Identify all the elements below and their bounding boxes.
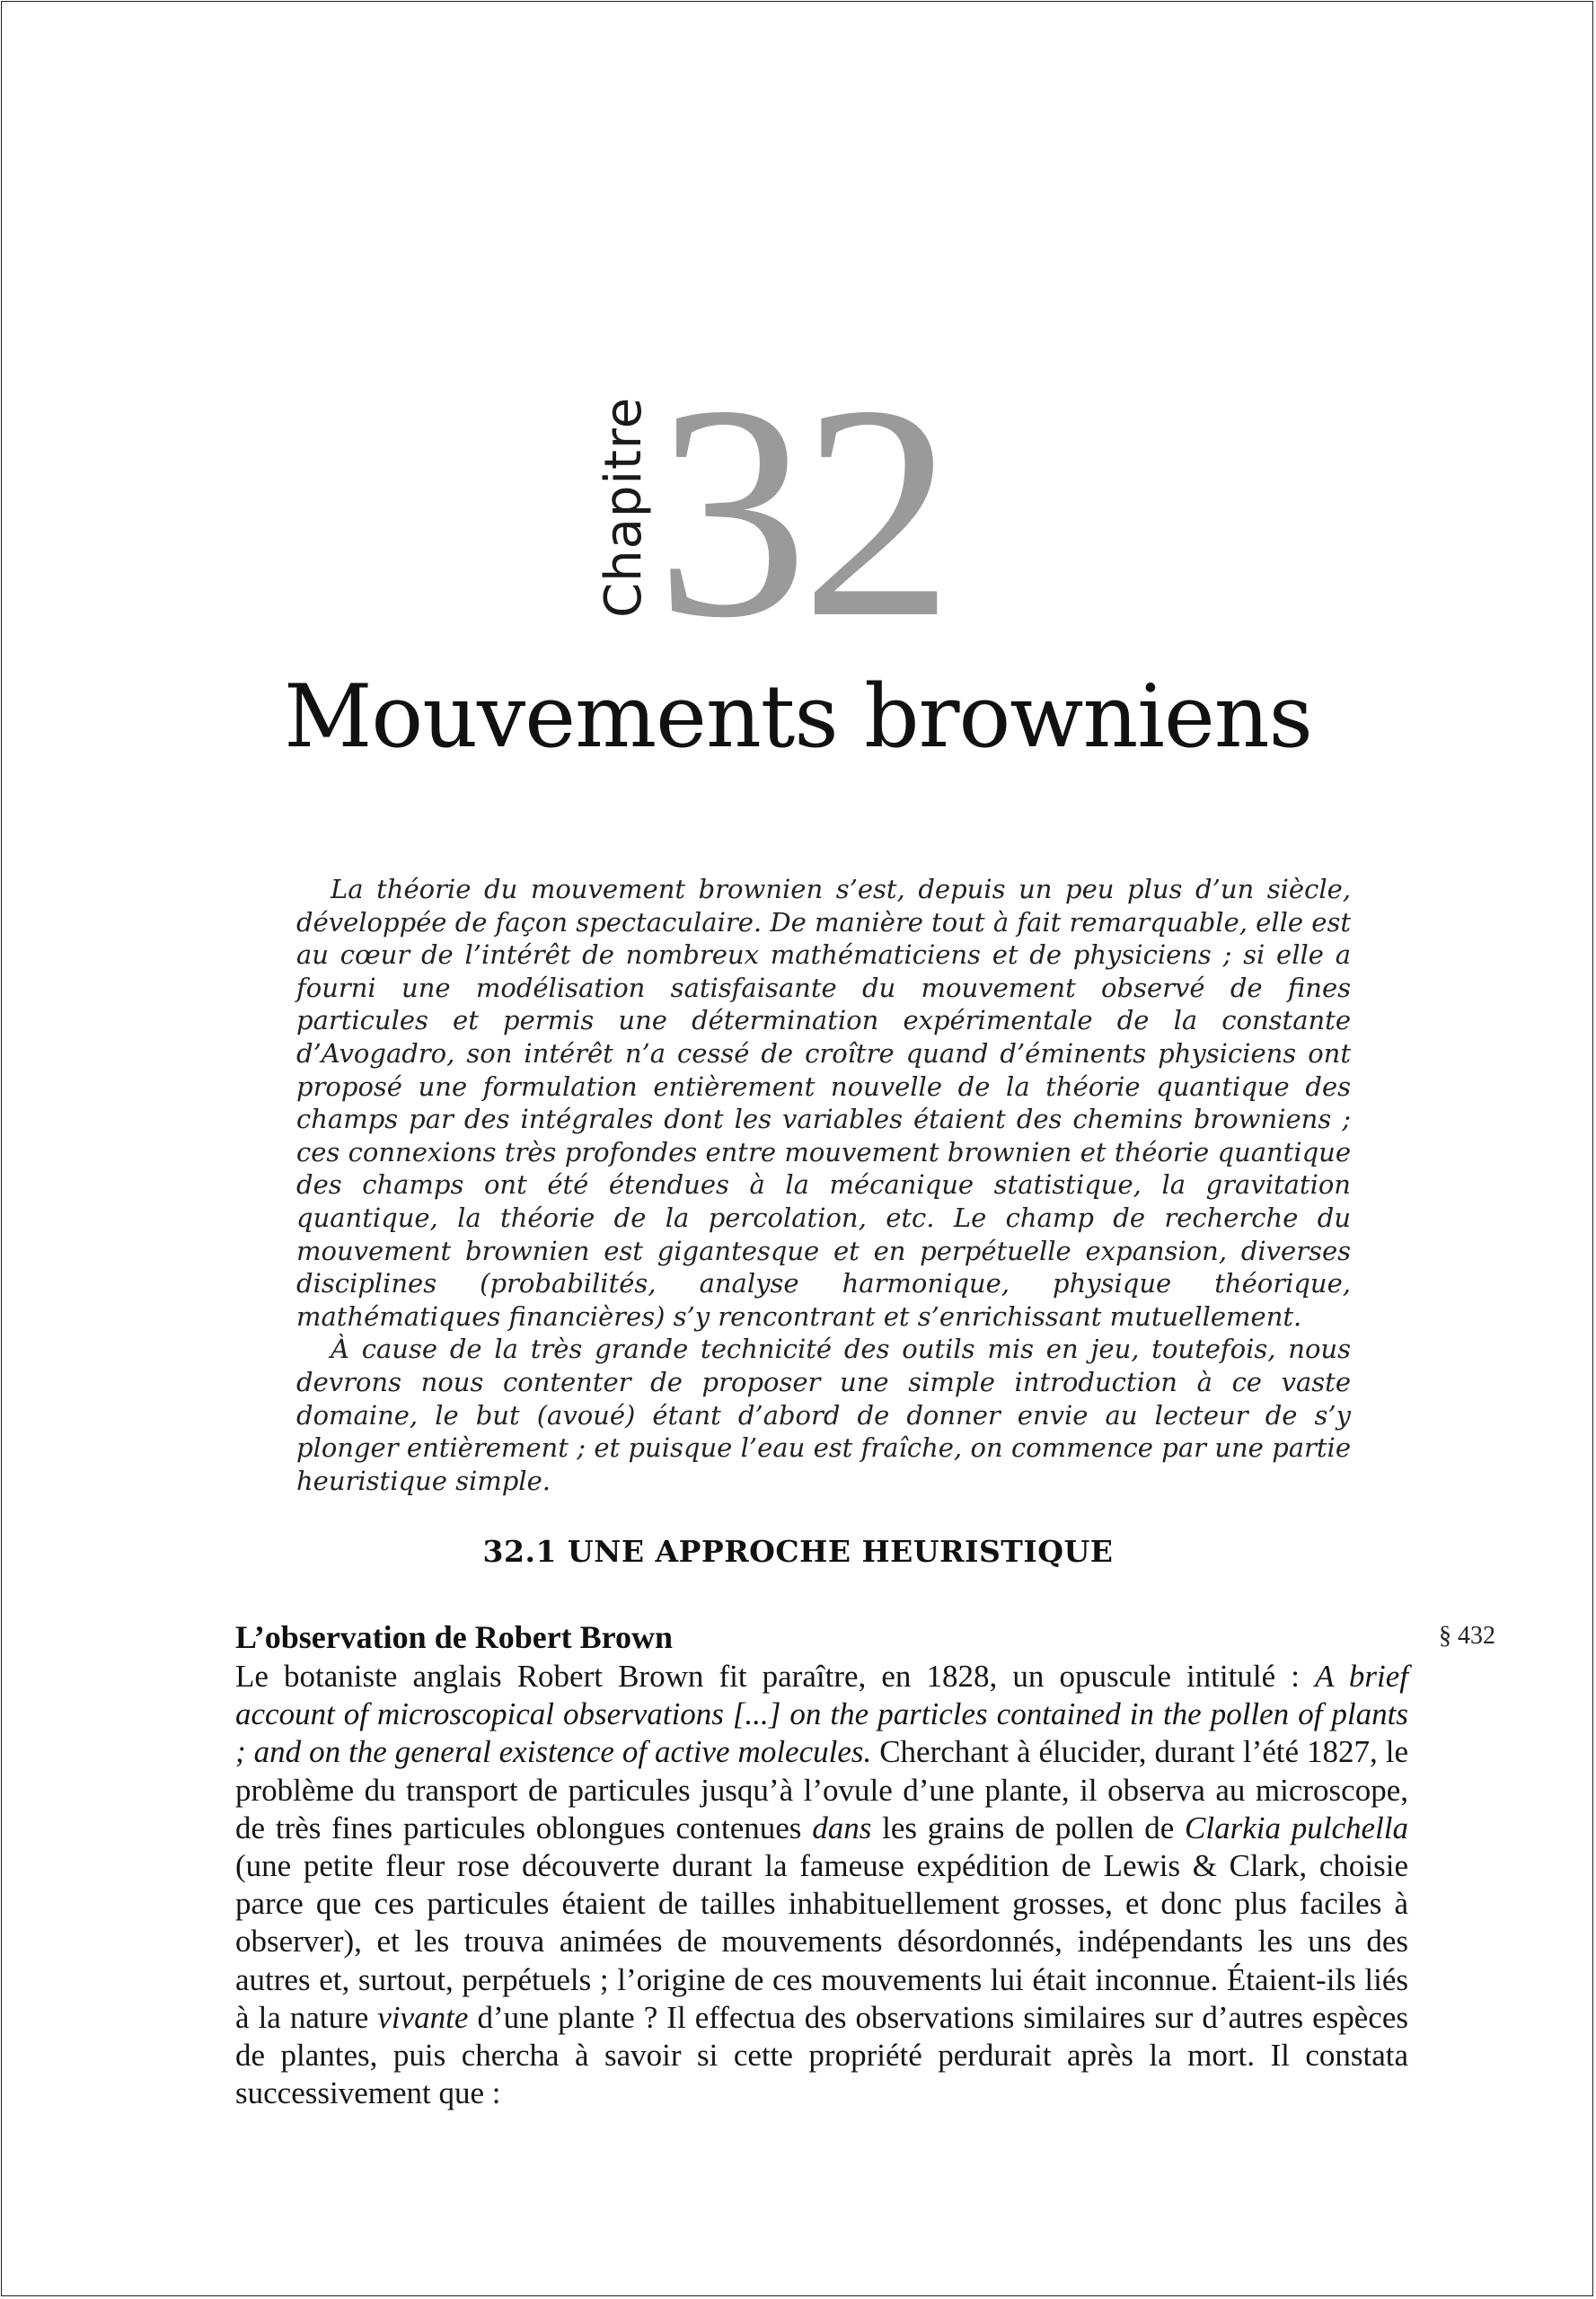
margin-reference: § 432 — [1439, 1622, 1495, 1650]
body-emphasis: vivante — [377, 1999, 469, 2035]
body-text — [235, 1658, 1408, 2112]
abstract-paragraph-2: À cause de la très grande technicité des outils mis en jeu, toutefois, nous devrons nous contenter de proposer une simple introduction à ce vaste domaine, le but (avoué) étant d’abord de donner envie au lecteur de s’y plonger entièrement ; et puisque l’eau est fraîche, on commence par une partie heuristique simple. — [296, 1334, 1351, 1496]
chapter-number: 32 — [656, 342, 947, 681]
body-book-title: A brief account of microscopical observations [...] on the particles contained in the pollen of plants ; and on the general existence of active molecules. — [235, 1659, 1408, 1770]
subsection-title: L’observation de Robert Brown — [235, 1619, 674, 1655]
chapter-abstract — [296, 873, 1351, 1497]
body-span: les grains de pollen de — [871, 1810, 1186, 1845]
body-species-name: Clarkia pulchella — [1185, 1810, 1408, 1845]
abstract-paragraph-1: La théorie du mouvement brownien s’est, depuis un peu plus d’un siècle, développée de façon spectaculaire. De manière tout à fait remarquable, elle est au cœur de l’intérêt de nombreux mathématiciens et de physiciens ; si elle a fourni une modélisation satisfaisante du mouvement observé de fines particules et permis une détermination expérimentale de la constante d’Avogadro, son intérêt n’a cessé de croître quand d’éminents physiciens ont proposé une formulation entièrement nouvelle de la théorie quantique des champs par des intégrales dont les variables étaient des chemins browniens ; ces connexions très profondes entre mouvement brownien et théorie quantique des champs ont été étendues à la mécanique statistique, la gravitation quantique, la théorie de la percolation, etc. Le champ de recherche du mouvement brownien est gigantesque et en perpétuelle expansion, diverses disciplines (probabilités, analyse harmonique, physique théorique, mathématiques financières) s’y rencontrant et s’enrichissant mutuellement. — [296, 874, 1351, 1332]
chapter-title: Mouvements browniens — [284, 666, 1312, 767]
chapter-label-text: Chapitre — [595, 396, 653, 618]
section-title: 32.1 UNE APPROCHE HEURISTIQUE — [482, 1534, 1114, 1569]
body-span: (une petite fleur rose découverte durant la fameuse expédition de Lewis & Clark, choisie parce que ces particules étaient de tailles inhabituellement grosses, et donc plus faciles à observer), et les trouva animées de mouvements désordonnés, indépendants les uns des autres et, surtout, perpétuels ; l’origine de ces mouvements lui était inconnue. Étaient-ils liés à la nature — [235, 1848, 1408, 2035]
body-paragraph — [235, 1658, 1408, 2112]
body-span: d’une plante ? Il effectua des observations similaires sur d’autres espèces de plantes, puis chercha à savoir si cette propriété perdurait après la mort. Il constata successivement que : — [235, 1999, 1409, 2111]
body-span: Cherchant à élucider, durant l’été 1827, le problème du transport de particules jusqu’à l’ovule d’une plante, il observa au microscope, de très fines particules oblongues contenues — [235, 1734, 1409, 1845]
body-span: Le botaniste anglais Robert Brown fit paraître, en 1828, un opuscule intitulé : — [235, 1659, 1316, 1694]
body-emphasis: dans — [812, 1810, 872, 1845]
